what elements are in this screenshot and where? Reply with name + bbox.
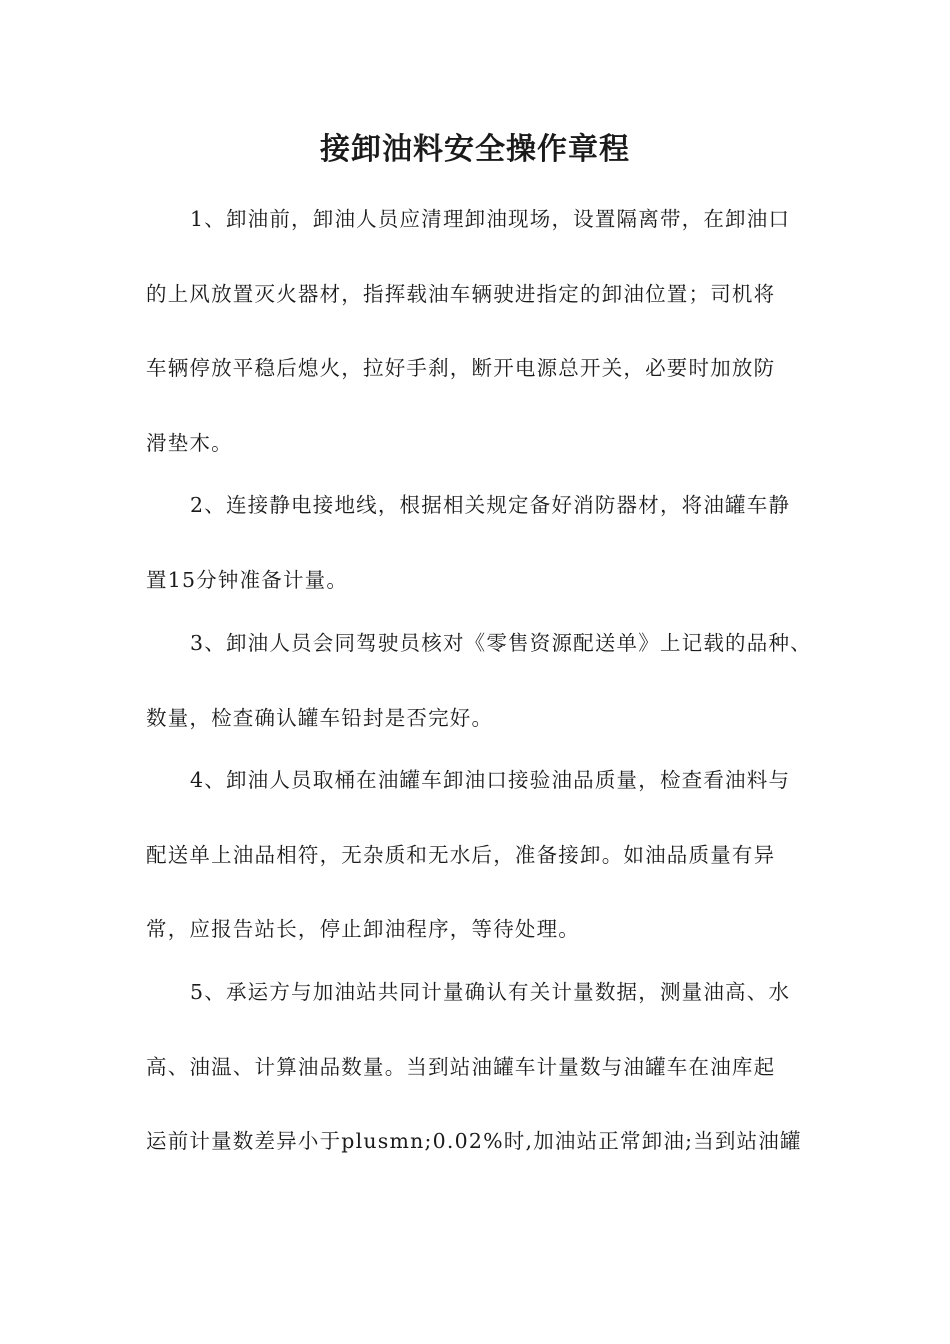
paragraph-4-line-3: 常，应报告站长，停止卸油程序，等待处理。	[146, 917, 580, 941]
paragraph-5-line-2: 高、油温、计算油品数量。当到站油罐车计量数与油罐车在油库起	[146, 1055, 776, 1079]
paragraph-4-line-2: 配送单上油品相符，无杂质和无水后，准备接卸。如油品质量有异	[146, 843, 776, 867]
paragraph-1-line-2: 的上风放置灭火器材，指挥载油车辆驶进指定的卸油位置；司机将	[146, 282, 776, 306]
paragraph-3-line-1: 3、卸油人员会同驾驶员核对《零售资源配送单》上记载的品种、	[190, 631, 812, 655]
paragraph-5-line-1: 5、承运方与加油站共同计量确认有关计量数据，测量油高、水	[190, 980, 791, 1004]
paragraph-1-line-3: 车辆停放平稳后熄火，拉好手刹，断开电源总开关，必要时加放防	[146, 356, 776, 380]
paragraph-3-line-2: 数量，检查确认罐车铅封是否完好。	[146, 706, 494, 730]
document-title: 接卸油料安全操作章程	[320, 132, 630, 167]
paragraph-2-line-2: 置15分钟准备计量。	[146, 568, 349, 592]
paragraph-4-line-1: 4、卸油人员取桶在油罐车卸油口接验油品质量，检查看油料与	[190, 768, 791, 792]
paragraph-1-line-1: 1、卸油前，卸油人员应清理卸油现场，设置隔离带，在卸油口	[190, 207, 791, 231]
paragraph-5-line-3: 运前计量数差异小于plusmn;0.02%时,加油站正常卸油;当到站油罐	[146, 1129, 802, 1153]
paragraph-1-line-4: 滑垫木。	[146, 431, 233, 455]
paragraph-2-line-1: 2、连接静电接地线，根据相关规定备好消防器材，将油罐车静	[190, 493, 791, 517]
